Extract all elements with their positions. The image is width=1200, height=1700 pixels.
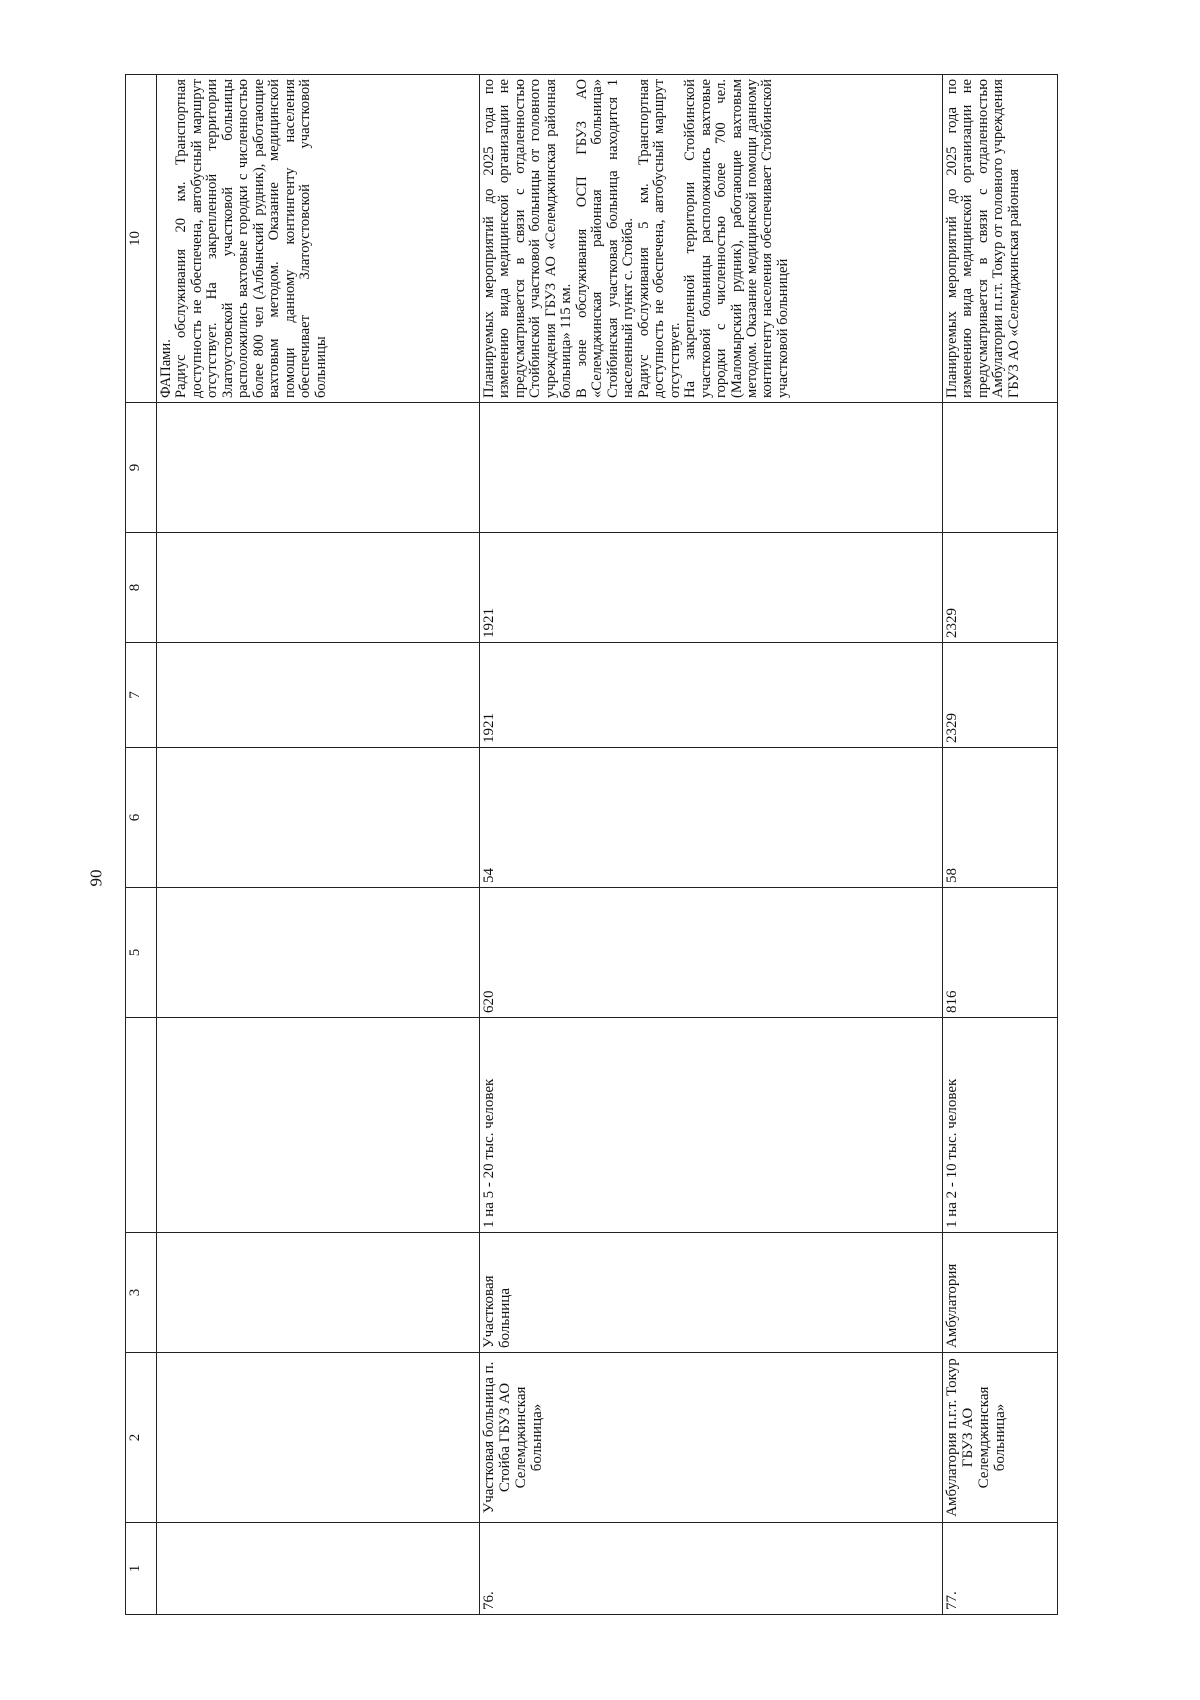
- cell-number: [157, 1523, 480, 1615]
- rotated-table-container: [125, 75, 1045, 1615]
- cell-name: [157, 1353, 480, 1523]
- column-header: 5: [126, 888, 157, 1018]
- column-header: [126, 1018, 157, 1233]
- cell-col7: 2329: [943, 643, 1058, 748]
- cell-name: Участковая больница п. Стойба ГБУЗ АО Селемджинская больница»: [480, 1353, 943, 1523]
- cell-type: [157, 1233, 480, 1353]
- cell-notes: Планируемых мероприятий до 2025 года по изменению вида медицинской организации не предусматривается в связи с отдаленностью Амбулатории п.г.т. Токур от головного учреждения ГБУЗ АО «Селемджинская районная: [943, 75, 1058, 403]
- cell-col9: [480, 403, 943, 533]
- cell-col6: 54: [480, 748, 943, 888]
- cell-col5: [157, 888, 480, 1018]
- column-header: 3: [126, 1233, 157, 1353]
- data-table: [125, 74, 1058, 1615]
- cell-col8: [157, 533, 480, 643]
- table-row: [480, 75, 943, 1615]
- cell-number: 76.: [480, 1523, 943, 1615]
- page-number: 90: [86, 869, 106, 887]
- column-header: 10: [126, 75, 157, 403]
- cell-col5: 620: [480, 888, 943, 1018]
- cell-col5: 816: [943, 888, 1058, 1018]
- column-header: 7: [126, 643, 157, 748]
- cell-col6: 58: [943, 748, 1058, 888]
- cell-col8: 1921: [480, 533, 943, 643]
- cell-norm: 1 на 5 - 20 тыс. человек: [480, 1018, 943, 1233]
- cell-notes: Планируемых мероприятий до 2025 года по изменению вида медицинской организации не предусматривается в связи с отдаленностью Стойбинской участковой больницы от головного учреждения ГБУЗ АО «Селемджинская районная больница» 115 км. В зоне обслуживания ОСП ГБУЗ АО «Селемджинская районная больница» Стойбинская участковая больница находится 1 населенный пункт с. Стойба. Радиус обслуживания 5 км. Транспортная доступность не обеспечена, автобусный маршрут отсутствует. На закрепленной территории Стойбинской участковой больницы расположились вахтовые городки с численностью более 700 чел. (Маломырский рудник), работающие вахтовым методом. Оказание медицинской помощи данному контингенту населения обеспечивает Стойбинской участковой больницей: [480, 75, 943, 403]
- cell-col7: [157, 643, 480, 748]
- column-header: 1: [126, 1523, 157, 1615]
- cell-col6: [157, 748, 480, 888]
- cell-col8: 2329: [943, 533, 1058, 643]
- table-row: [157, 75, 480, 1615]
- cell-norm: [157, 1018, 480, 1233]
- cell-col9: [157, 403, 480, 533]
- cell-col7: 1921: [480, 643, 943, 748]
- column-header: 9: [126, 403, 157, 533]
- cell-type: Участковая больница: [480, 1233, 943, 1353]
- cell-norm: 1 на 2 - 10 тыс. человек: [943, 1018, 1058, 1233]
- cell-number: 77.: [943, 1523, 1058, 1615]
- table-row: [943, 75, 1058, 1615]
- cell-type: Амбулатория: [943, 1233, 1058, 1353]
- cell-name: Амбулатория п.г.т. Токур ГБУЗ АО Селемджинская больница»: [943, 1353, 1058, 1523]
- cell-notes: ФАПами. Радиус обслуживания 20 км. Транспортная доступность не обеспечена, автобусный маршрут отсутствует. На закрепленной территории Златоустовской участковой больницы расположились вахтовые городки с численностью более 800 чел (Албынский рудник), работающие вахтовым методом. Оказание медицинской помощи данному контингенту населения обеспечивает Златоустовской участковой больницы: [157, 75, 480, 403]
- cell-col9: [943, 403, 1058, 533]
- column-header: 6: [126, 748, 157, 888]
- header-row: [126, 75, 157, 1615]
- column-header: 2: [126, 1353, 157, 1523]
- column-header: 8: [126, 533, 157, 643]
